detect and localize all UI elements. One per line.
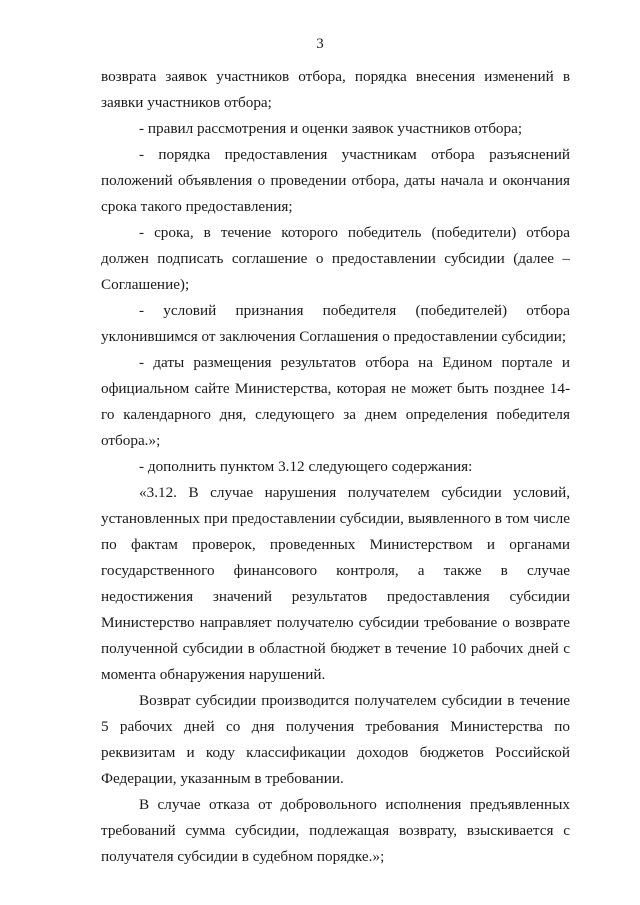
paragraph-8: «3.12. В случае нарушения получателем субсидии условий, установленных при предоставлении субсидии, выявленного в том числе по фактам проверок, проведенных Министерством и органами государственного финансового контроля, а также в случае недостижения значений результатов предоставления субсидии Министерство направляет получателю субсидии требование о возврате полученной субсидии в областной бюджет в течение 10 рабочих дней с момента обнаружения нарушений. [101, 484, 570, 683]
page-number: 3 [316, 36, 324, 52]
paragraph-7: - дополнить пунктом 3.12 следующего содержания: [139, 458, 473, 475]
paragraph-9: Возврат субсидии производится получателем субсидии в течение 5 рабочих дней со дня получения требования Министерства по реквизитам и коду классификации доходов бюджетов Российской Федерации, указанным в требовании. [101, 692, 570, 787]
document-body [101, 64, 570, 870]
paragraph-1: возврата заявок участников отбора, порядка внесения изменений в заявки участников отбора; [101, 68, 570, 111]
paragraph-10: В случае отказа от добровольного исполнения предъявленных требований сумма субсидии, подлежащая возврату, взыскивается с получателя субсидии в судебном порядке.»; [101, 796, 570, 865]
paragraph-4: - срока, в течение которого победитель (победители) отбора должен подписать соглашение о предоставлении субсидии (далее – Соглашение); [101, 224, 570, 293]
paragraph-3: - порядка предоставления участникам отбора разъяснений положений объявления о проведении отбора, даты начала и окончания срока такого предоставления; [101, 146, 570, 215]
paragraph-5: - условий признания победителя (победителей) отбора уклонившимся от заключения Соглашения о предоставлении субсидии; [101, 302, 570, 345]
paragraph-6: - даты размещения результатов отбора на Едином портале и официальном сайте Министерства, которая не может быть позднее 14-го календарного дня, следующего за днем определения победителя отбора.»; [101, 354, 570, 449]
paragraph-2: - правил рассмотрения и оценки заявок участников отбора; [139, 120, 523, 137]
